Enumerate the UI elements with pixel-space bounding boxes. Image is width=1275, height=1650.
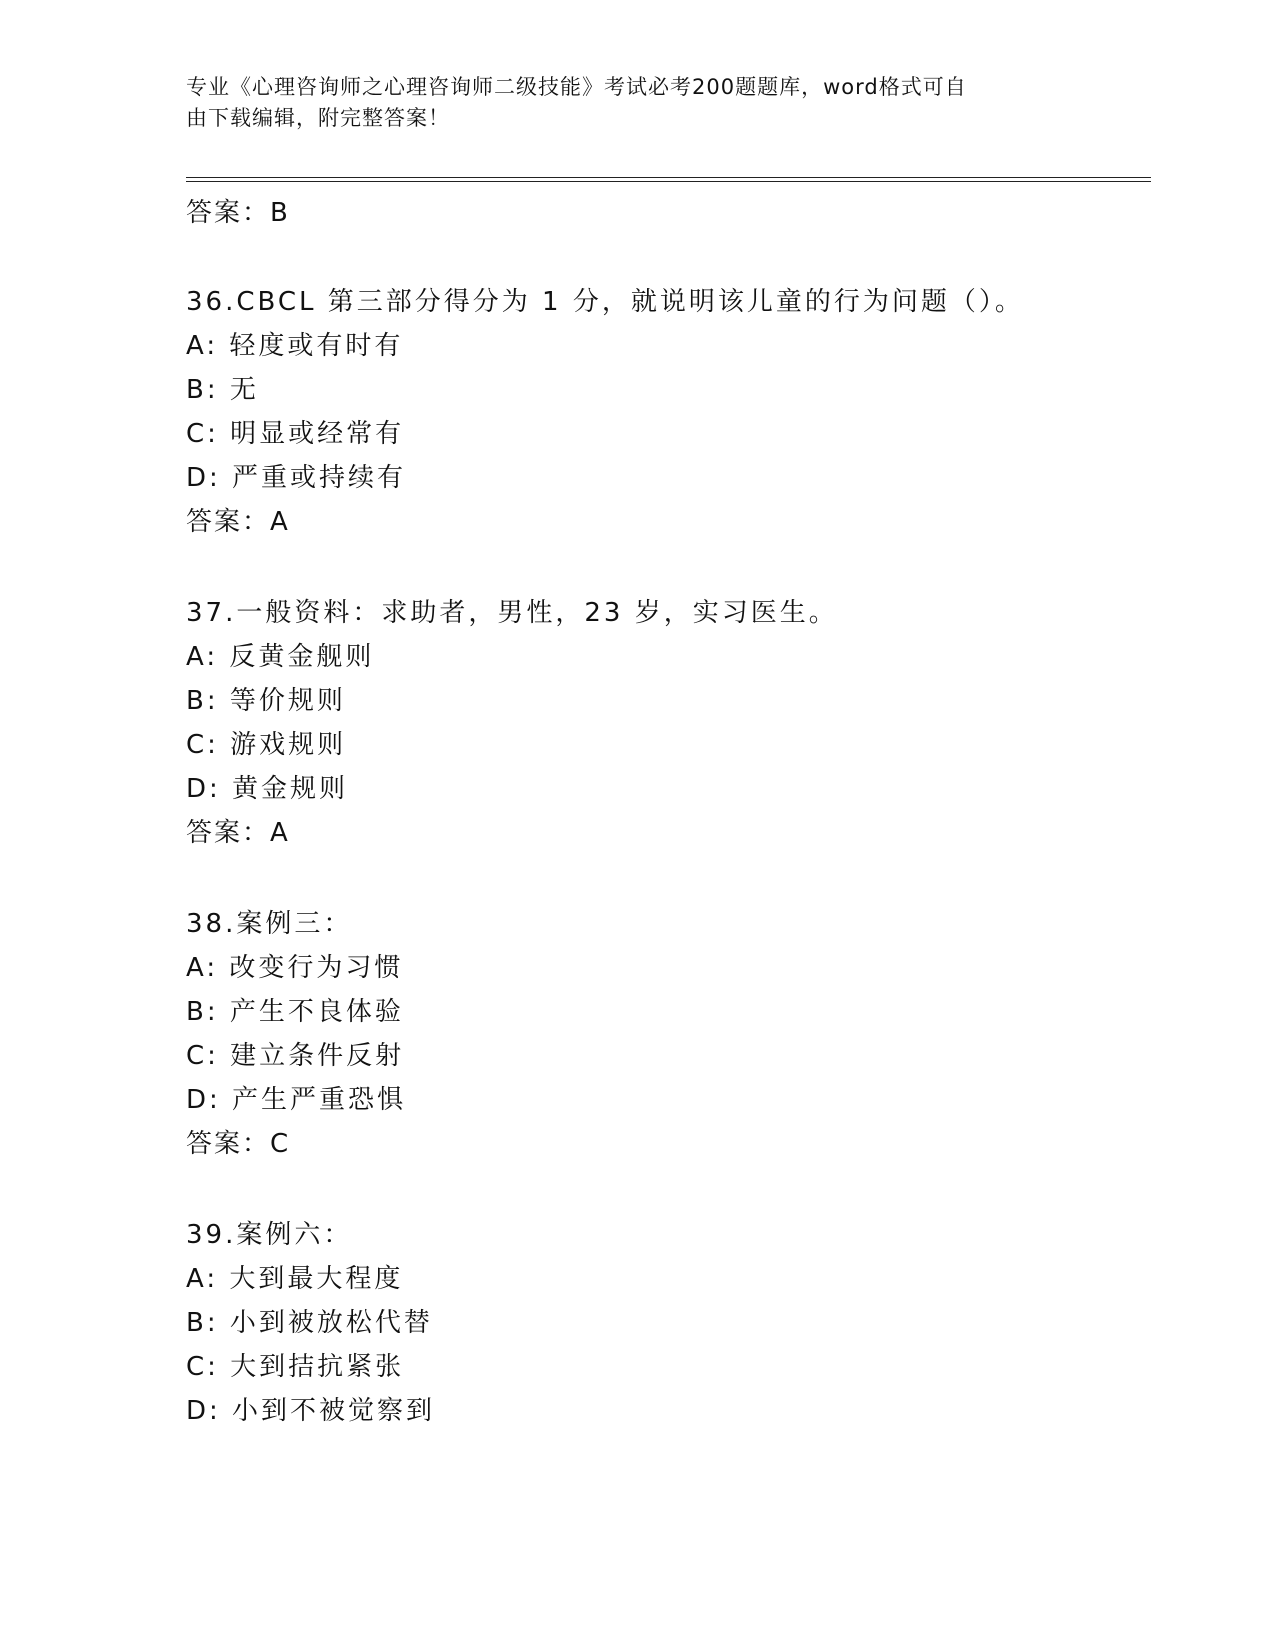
option-a: A: 反黄金舰则	[186, 642, 375, 672]
answer-line: 答案：B	[186, 198, 290, 228]
option-d: D: 产生严重恐惧	[186, 1085, 407, 1115]
option-b: B: 等价规则	[186, 686, 346, 716]
option-c: C: 大到拮抗紧张	[186, 1352, 405, 1382]
document-header	[186, 72, 1066, 134]
option-b: B: 产生不良体验	[186, 997, 404, 1027]
option-b: B: 小到被放松代替	[186, 1308, 433, 1338]
question-stem: 39.案例六：	[186, 1220, 353, 1250]
header-line-1: 专业《心理咨询师之心理咨询师二级技能》考试必考200题题库，word格式可自	[186, 75, 967, 99]
question-stem: 38.案例三：	[186, 909, 353, 939]
answer-line: 答案：A	[186, 507, 290, 537]
option-c: C: 游戏规则	[186, 730, 347, 760]
option-d: D: 黄金规则	[186, 774, 349, 804]
option-c: C: 建立条件反射	[186, 1041, 405, 1071]
option-a: A: 大到最大程度	[186, 1264, 404, 1294]
question-stem: 37.一般资料：求助者，男性，23 岁，实习医生。	[186, 598, 838, 628]
header-divider-bottom	[186, 181, 1151, 182]
header-line-2: 由下载编辑，附完整答案！	[186, 106, 450, 130]
answer-line: 答案：C	[186, 1129, 291, 1159]
question-stem: 36.CBCL 第三部分得分为 1 分，就说明该儿童的行为问题（）。	[186, 287, 1024, 317]
option-a: A: 改变行为习惯	[186, 953, 404, 983]
option-c: C: 明显或经常有	[186, 419, 405, 449]
header-divider-top	[186, 177, 1151, 178]
option-d: D: 严重或持续有	[186, 463, 407, 493]
option-d: D: 小到不被觉察到	[186, 1396, 436, 1426]
option-b: B: 无	[186, 375, 259, 405]
option-a: A: 轻度或有时有	[186, 331, 404, 361]
answer-line: 答案：A	[186, 818, 290, 848]
